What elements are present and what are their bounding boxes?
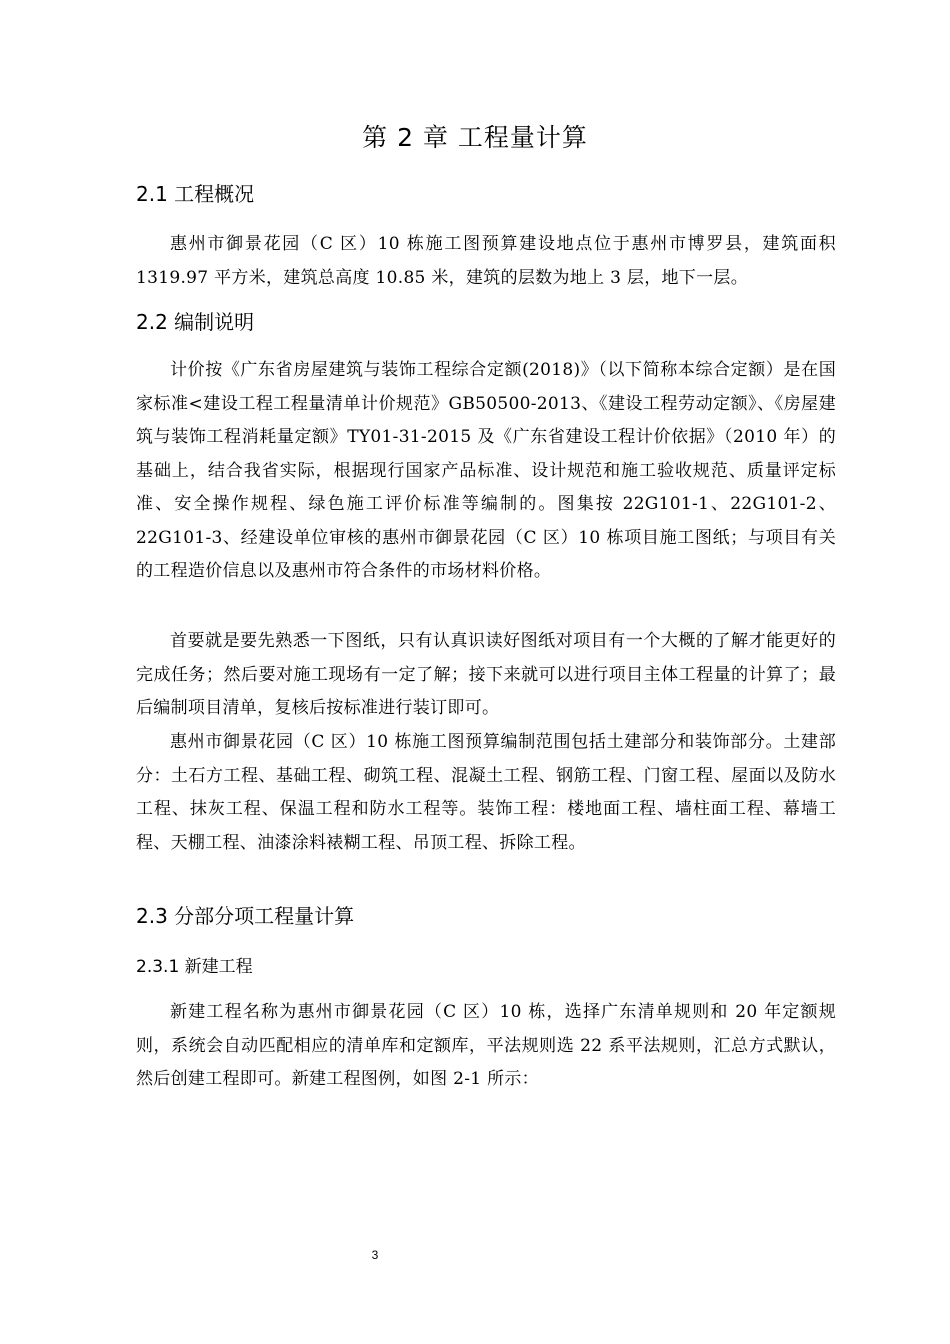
section-heading-2-3-1: 2.3.1 新建工程 xyxy=(136,957,253,977)
section-2-3-1-paragraph: 新建工程名称为惠州市御景花园（C 区）10 栋，选择广东清单规则和 20 年定额规则，系统会自动匹配相应的清单库和定额库，平法规则选 22 系平法规则，汇总方式默认，然后创建工程即可。新建工程图例，如图 2-1 所示： xyxy=(136,1002,836,1089)
section-heading-2-2: 2.2 编制说明 xyxy=(136,310,255,334)
page-number: 3 xyxy=(371,1248,379,1262)
section-2-1-paragraph: 惠州市御景花园（C 区）10 栋施工图预算建设地点位于惠州市博罗县，建筑面积 1319.97 平方米，建筑总高度 10.85 米，建筑的层数为地上 3 层，地下一层。 xyxy=(136,234,836,288)
section-heading-2-1: 2.1 工程概况 xyxy=(136,182,255,206)
chapter-title: 第 2 章 工程量计算 xyxy=(362,123,588,152)
section-heading-2-3: 2.3 分部分项工程量计算 xyxy=(136,904,355,928)
section-2-2-paragraph-3: 惠州市御景花园（C 区）10 栋施工图预算编制范围包括土建部分和装饰部分。土建部分：土石方工程、基础工程、砌筑工程、混凝土工程、钢筋工程、门窗工程、屋面以及防水工程、抹灰工程、保温工程和防水工程等。装饰工程：楼地面工程、墙柱面工程、幕墙工程、天棚工程、油漆涂料裱糊工程、吊顶工程、拆除工程。 xyxy=(136,732,836,853)
section-2-2-paragraph-2: 首要就是要先熟悉一下图纸，只有认真识读好图纸对项目有一个大概的了解才能更好的完成任务；然后要对施工现场有一定了解；接下来就可以进行项目主体工程量的计算了；最后编制项目清单，复核后按标准进行装订即可。 xyxy=(136,631,836,718)
section-2-2-paragraph-1: 计价按《广东省房屋建筑与装饰工程综合定额(2018)》（以下简称本综合定额）是在国家标准<建设工程工程量清单计价规范》GB50500-2013、《建设工程劳动定额》、《房屋建筑与装饰工程消耗量定额》TY01-31-2015 及《广东省建设工程计价依据》（2010 年）的基础上，结合我省实际，根据现行国家产品标准、设计规范和施工验收规范、质量评定标准、安全操作规程、绿色施工评价标准等编制的。图集按 22G101-1、22G101-2、22G101-3、经建设单位审核的惠州市御景花园（C 区）10 栋项目施工图纸；与项目有关的工程造价信息以及惠州市符合条件的市场材料价格。 xyxy=(136,360,836,581)
